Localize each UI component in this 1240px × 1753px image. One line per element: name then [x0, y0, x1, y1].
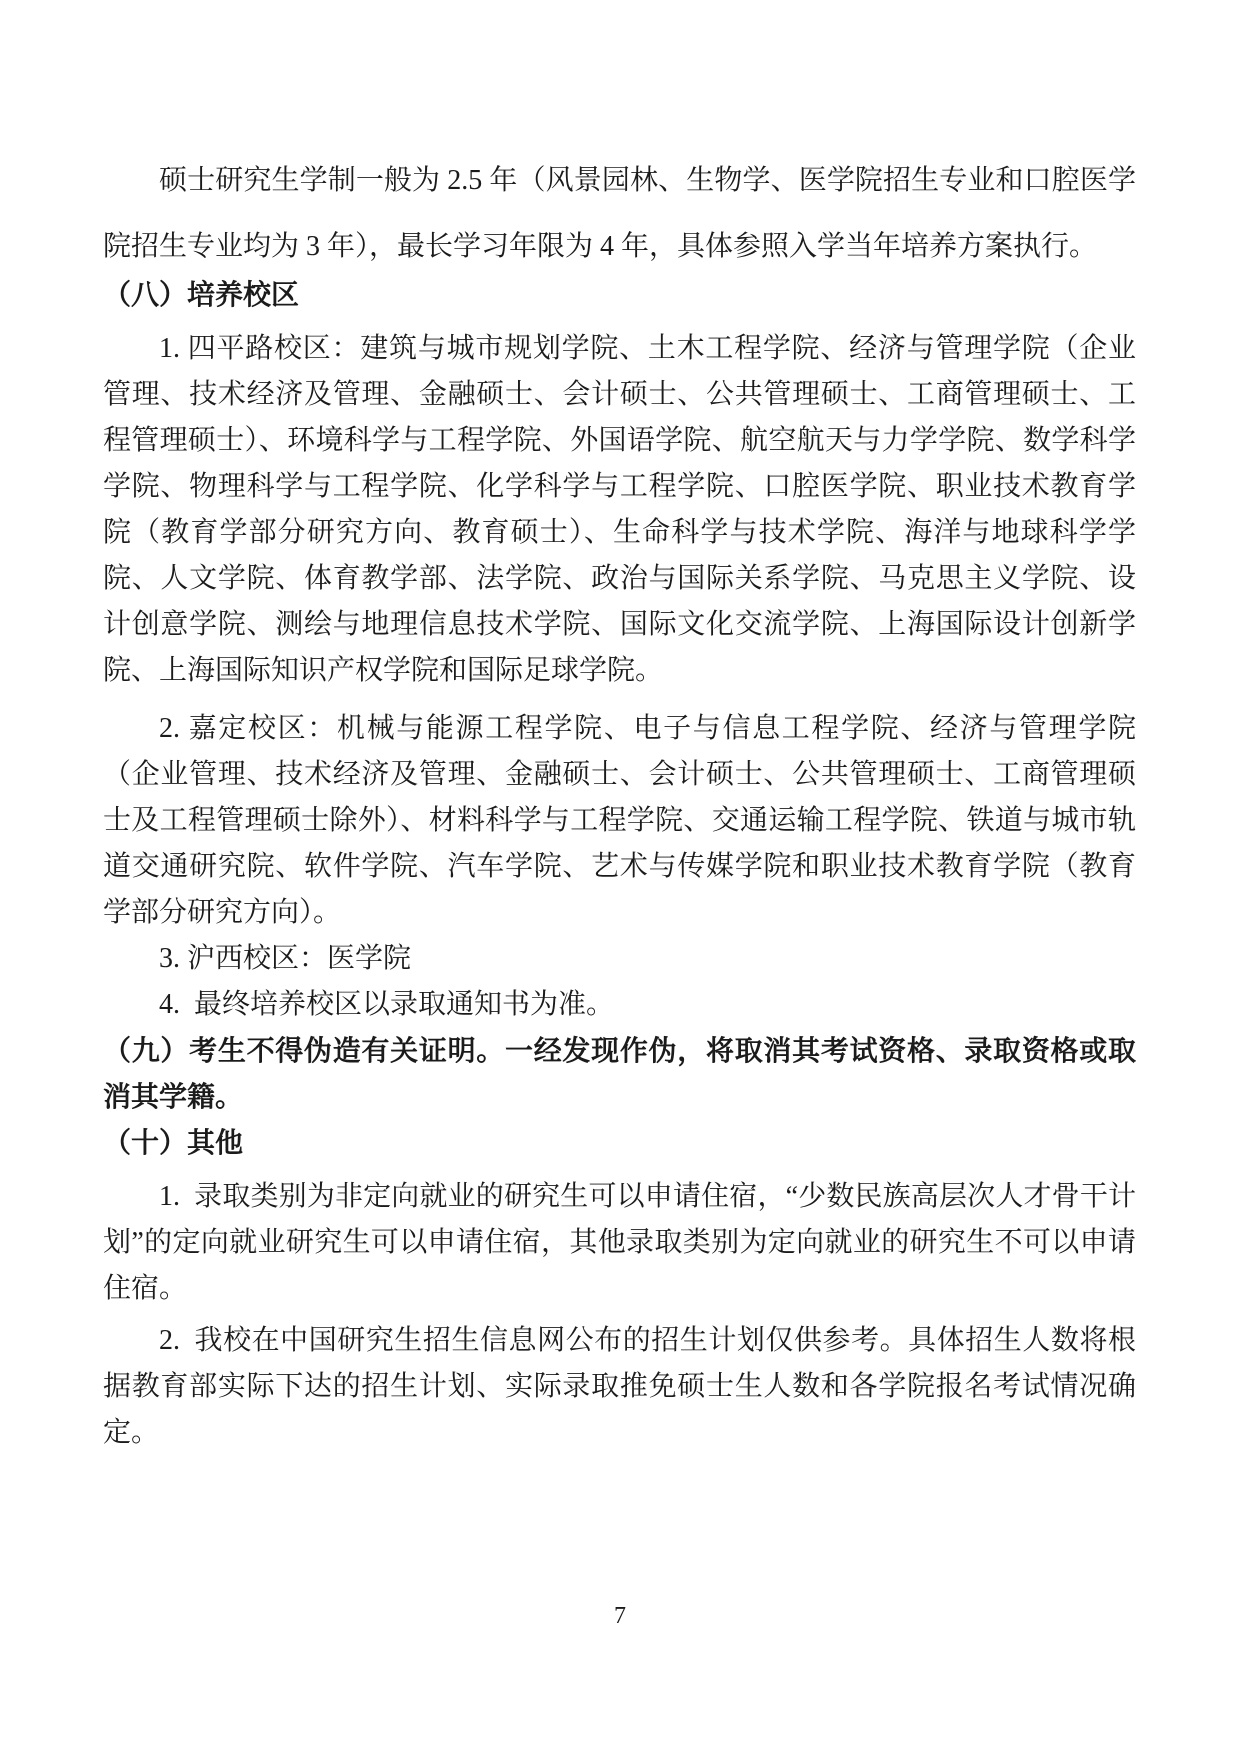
paragraph-study-duration: 硕士研究生学制一般为 2.5 年（风景园林、生物学、医学院招生专业和口腔医学院招生专业均为 3 年），最长学习年限为 4 年，具体参照入学当年培养方案执行。 [103, 165, 1136, 262]
list-item-housing-policy: 1. 录取类别为非定向就业的研究生可以申请住宿，“少数民族高层次人才骨干计划”的定向就业研究生可以申请住宿，其他录取类别为定向就业的研究生不可以申请住宿。 [103, 1181, 1136, 1304]
list-item-campus-final-notice: 4. 最终培养校区以录取通知书为准。 [159, 989, 615, 1020]
heading-section-9-forgery-warning: （九）考生不得伪造有关证明。一经发现作伪，将取消其考试资格、录取资格或取消其学籍。 [103, 1035, 1136, 1112]
list-item-campus-siping: 1. 四平路校区：建筑与城市规划学院、土木工程学院、经济与管理学院（企业管理、技术经济及管理、金融硕士、会计硕士、公共管理硕士、工商管理硕士、工程管理硕士）、环境科学与工程学院、外国语学院、航空航天与力学学院、数学科学学院、物理科学与工程学院、化学科学与工程学院、口腔医学院、职业技术教育学院（教育学部分研究方向、教育硕士）、生命科学与技术学院、海洋与地球科学学院、人文学院、体育教学部、法学院、政治与国际关系学院、马克思主义学院、设计创意学院、测绘与地理信息技术学院、国际文化交流学院、上海国际设计创新学院、上海国际知识产权学院和国际足球学院。 [103, 333, 1136, 686]
heading-section-10-others: （十）其他 [103, 1127, 244, 1158]
list-item-enrollment-plan: 2. 我校在中国研究生招生信息网公布的招生计划仅供参考。具体招生人数将根据教育部实际下达的招生计划、实际录取推免硕士生人数和各学院报名考试情况确定。 [103, 1325, 1136, 1448]
page-number: 7 [614, 1603, 626, 1629]
list-item-campus-jiading: 2. 嘉定校区：机械与能源工程学院、电子与信息工程学院、经济与管理学院（企业管理、技术经济及管理、金融硕士、会计硕士、公共管理硕士、工商管理硕士及工程管理硕士除外）、材料科学与工程学院、交通运输工程学院、铁道与城市轨道交通研究院、软件学院、汽车学院、艺术与传媒学院和职业技术教育学院（教育学部分研究方向）。 [103, 713, 1136, 928]
list-item-campus-huxi: 3. 沪西校区：医学院 [159, 943, 412, 974]
heading-section-8-campuses: （八）培养校区 [103, 279, 300, 310]
